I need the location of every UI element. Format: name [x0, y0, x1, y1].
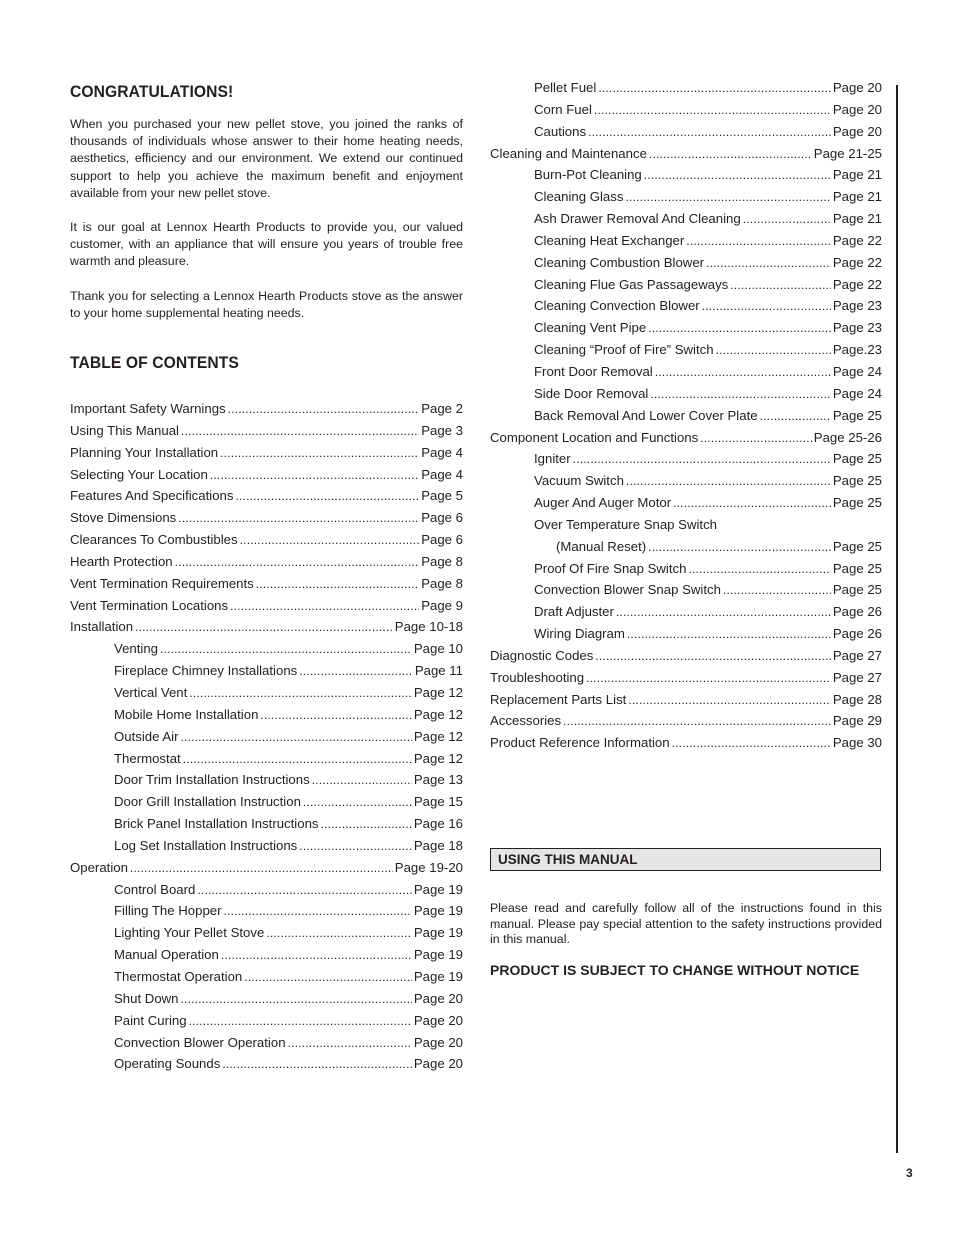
toc-subentry[interactable]: Shut Down ..... Page 20	[70, 991, 463, 1013]
toc-subentry[interactable]: Mobile Home Installation ..... Page 12	[70, 707, 463, 729]
toc-subentry[interactable]: Log Set Installation Instructions ..... Page 18	[70, 838, 463, 860]
congratulations-paragraph-1: When you purchased your new pellet stove, you joined the ranks of thousands of individuals whose answer to their home heating needs, aesthetics, efficiency and our environment. We extend our continued support to help you achieve the maximum benefit and enjoyment available from your new pellet stove.	[70, 117, 463, 200]
toc-entry[interactable]: Stove Dimensions ..... Page 6	[70, 510, 463, 532]
toc-subentry[interactable]: Back Removal And Lower Cover Plate ..... Page 25	[490, 408, 882, 430]
change-notice: PRODUCT IS SUBJECT TO CHANGE WITHOUT NOTICE	[490, 962, 860, 978]
using-this-manual-section	[490, 901, 882, 948]
using-this-manual-banner: USING THIS MANUAL	[490, 848, 881, 871]
toc-entry[interactable]: Diagnostic Codes ..... Page 27	[490, 648, 882, 670]
toc-entry[interactable]: Clearances To Combustibles ..... Page 6	[70, 532, 463, 554]
page-number: 3	[906, 1166, 913, 1180]
toc-subentry[interactable]: Draft Adjuster ..... Page 26	[490, 604, 882, 626]
toc-subentry[interactable]: Cleaning “Proof of Fire” Switch ..... Page.23	[490, 342, 882, 364]
toc-subentry[interactable]: Pellet Fuel ..... Page 20	[490, 80, 882, 102]
toc-subentry[interactable]: Cleaning Vent Pipe ..... Page 23	[490, 320, 882, 342]
toc-entry[interactable]: Operation ..... Page 19-20	[70, 860, 463, 882]
toc-subentry[interactable]: Convection Blower Operation ..... Page 20	[70, 1035, 463, 1057]
toc-subentry[interactable]: Lighting Your Pellet Stove ..... Page 19	[70, 925, 463, 947]
toc-subentry[interactable]: Operating Sounds ..... Page 20	[70, 1056, 463, 1078]
toc-entry[interactable]: Important Safety Warnings ..... Page 2	[70, 401, 463, 423]
toc-subentry[interactable]: Proof Of Fire Snap Switch ..... Page 25	[490, 561, 882, 583]
toc-subentry[interactable]: Vertical Vent ..... Page 12	[70, 685, 463, 707]
toc-subentry[interactable]: Door Grill Installation Instruction ..... Page 15	[70, 794, 463, 816]
toc-entry[interactable]: Accessories ..... Page 29	[490, 713, 882, 735]
toc-subentry[interactable]: Vacuum Switch ..... Page 25	[490, 473, 882, 495]
toc-subentry[interactable]: Thermostat Operation ..... Page 19	[70, 969, 463, 991]
toc-subentry[interactable]: Paint Curing ..... Page 20	[70, 1013, 463, 1035]
margin-rule	[896, 85, 898, 1153]
toc-entry[interactable]: Vent Termination Locations ..... Page 9	[70, 598, 463, 620]
toc-subentry[interactable]: Manual Operation ..... Page 19	[70, 947, 463, 969]
toc-subentry[interactable]: Outside Air ..... Page 12	[70, 729, 463, 751]
toc-entry[interactable]: Component Location and Functions ..... Page 25-26	[490, 430, 882, 452]
toc-subentry[interactable]: Thermostat ..... Page 12	[70, 751, 463, 773]
toc-subentry[interactable]: Front Door Removal ..... Page 24	[490, 364, 882, 386]
toc-entry[interactable]: Features And Specifications ..... Page 5	[70, 488, 463, 510]
toc-subentry[interactable]: Venting ..... Page 10	[70, 641, 463, 663]
congratulations-paragraph-2: It is our goal at Lennox Hearth Products to provide you, our valued customer, with an appliance that will ensure you years of trouble free warmth and pleasure.	[70, 220, 463, 269]
toc-subentry[interactable]: Cleaning Combustion Blower ..... Page 22	[490, 255, 882, 277]
toc-entry[interactable]: Troubleshooting ..... Page 27	[490, 670, 882, 692]
toc-entry[interactable]: Using This Manual ..... Page 3	[70, 423, 463, 445]
toc-subentry[interactable]: Filling The Hopper ..... Page 19	[70, 903, 463, 925]
congratulations-heading: CONGRATULATIONS!	[70, 82, 234, 101]
congratulations-paragraph-3: Thank you for selecting a Lennox Hearth Products stove as the answer to your home supplemental heating needs.	[70, 288, 463, 320]
toc-subentry[interactable]: Over Temperature Snap Switch	[534, 516, 718, 532]
toc-subentry[interactable]: Cleaning Glass ..... Page 21	[490, 189, 882, 211]
toc-entry[interactable]: Selecting Your Location ..... Page 4	[70, 467, 463, 489]
toc-entry[interactable]: Planning Your Installation ..... Page 4	[70, 445, 463, 467]
toc-subentry[interactable]: (Manual Reset) ..... Page 25	[490, 539, 882, 561]
toc-subentry[interactable]: Cautions ..... Page 20	[490, 124, 882, 146]
toc-entry[interactable]: Installation ..... Page 10-18	[70, 619, 463, 641]
toc-subentry[interactable]: Cleaning Flue Gas Passageways ..... Page 22	[490, 277, 882, 299]
toc-subentry[interactable]: Ash Drawer Removal And Cleaning ..... Page 21	[490, 211, 882, 233]
toc-subentry[interactable]: Cleaning Convection Blower ..... Page 23	[490, 298, 882, 320]
toc-entry[interactable]: Product Reference Information ..... Page 30	[490, 735, 882, 757]
toc-subentry[interactable]: Control Board ..... Page 19	[70, 882, 463, 904]
toc-subentry[interactable]: Side Door Removal ..... Page 24	[490, 386, 882, 408]
right-column	[490, 80, 882, 757]
toc-subentry[interactable]: Door Trim Installation Instructions ..... Page 13	[70, 772, 463, 794]
toc-subentry[interactable]: Burn-Pot Cleaning ..... Page 21	[490, 167, 882, 189]
toc-entry[interactable]: Cleaning and Maintenance ..... Page 21-25	[490, 146, 882, 168]
toc-list-right	[490, 80, 882, 757]
toc-subentry[interactable]: Wiring Diagram ..... Page 26	[490, 626, 882, 648]
toc-heading: TABLE OF CONTENTS	[70, 353, 239, 373]
toc-entry[interactable]: Replacement Parts List ..... Page 28	[490, 692, 882, 714]
toc-entry[interactable]: Hearth Protection ..... Page 8	[70, 554, 463, 576]
toc-subentry[interactable]: Igniter ..... Page 25	[490, 451, 882, 473]
toc-entry[interactable]: Vent Termination Requirements ..... Page 8	[70, 576, 463, 598]
toc-list-left	[70, 401, 463, 1078]
toc-subentry[interactable]: Corn Fuel ..... Page 20	[490, 102, 882, 124]
toc-subentry[interactable]: Auger And Auger Motor ..... Page 25	[490, 495, 882, 517]
toc-subentry[interactable]: Fireplace Chimney Installations ..... Page 11	[70, 663, 463, 685]
left-column	[70, 82, 463, 1078]
toc-subentry[interactable]: Cleaning Heat Exchanger ..... Page 22	[490, 233, 882, 255]
using-this-manual-paragraph: Please read and carefully follow all of the instructions found in this manual. Please pay special attention to the safety instructions provided in this manual.	[490, 901, 882, 946]
toc-subentry[interactable]: Convection Blower Snap Switch ..... Page 25	[490, 582, 882, 604]
toc-subentry[interactable]: Brick Panel Installation Instructions ..... Page 16	[70, 816, 463, 838]
